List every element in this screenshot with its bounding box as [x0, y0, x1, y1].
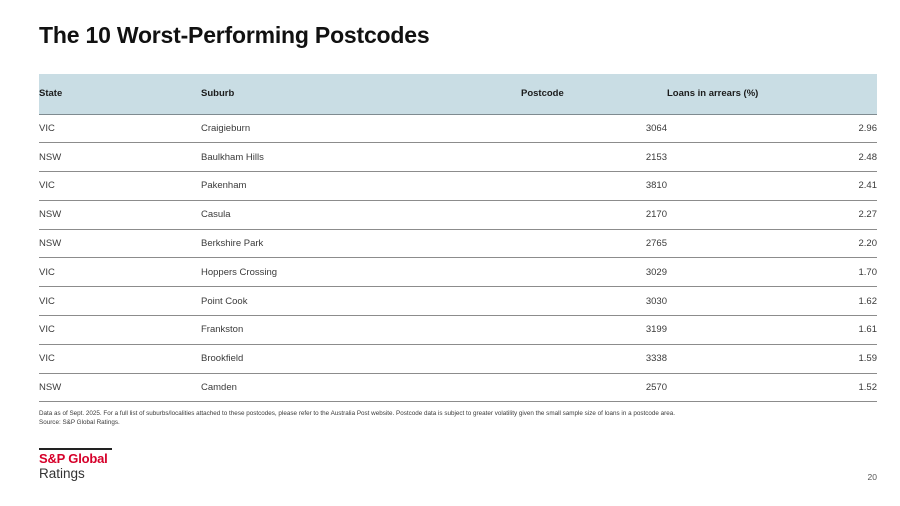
cell-state: NSW	[39, 373, 201, 402]
postcode-table	[39, 74, 877, 402]
cell-postcode: 2153	[521, 143, 667, 172]
footnote	[39, 409, 879, 427]
cell-loans-in-arrears: 2.27	[667, 200, 877, 229]
cell-loans-in-arrears: 1.70	[667, 258, 877, 287]
cell-loans-in-arrears: 1.61	[667, 316, 877, 345]
table-row	[39, 258, 877, 287]
cell-suburb: Pakenham	[201, 172, 521, 201]
cell-state: VIC	[39, 258, 201, 287]
cell-postcode: 3030	[521, 287, 667, 316]
cell-suburb: Frankston	[201, 316, 521, 345]
cell-postcode: 3338	[521, 344, 667, 373]
cell-state: VIC	[39, 316, 201, 345]
cell-state: VIC	[39, 172, 201, 201]
table-row	[39, 200, 877, 229]
cell-suburb: Craigieburn	[201, 114, 521, 143]
cell-loans-in-arrears: 1.52	[667, 373, 877, 402]
cell-postcode: 3029	[521, 258, 667, 287]
cell-state: NSW	[39, 200, 201, 229]
cell-postcode: 2765	[521, 229, 667, 258]
cell-suburb: Brookfield	[201, 344, 521, 373]
cell-loans-in-arrears: 2.41	[667, 172, 877, 201]
cell-suburb: Berkshire Park	[201, 229, 521, 258]
footnote-data-note: Data as of Sept. 2025. For a full list of suburbs/localities attached to these postcodes, please refer to the Australia Post website. Postcode data is subject to greater volatility given the small sample size of loans in a postcode area.	[39, 410, 675, 417]
table-header-row	[39, 74, 877, 114]
sp-global-ratings-logo	[39, 448, 112, 482]
cell-loans-in-arrears: 1.62	[667, 287, 877, 316]
column-header-loans-in-arrears: Loans in arrears (%)	[667, 74, 877, 114]
cell-state: VIC	[39, 344, 201, 373]
column-header-postcode: Postcode	[521, 74, 667, 114]
cell-state: VIC	[39, 287, 201, 316]
logo-line-2: Ratings	[39, 465, 85, 481]
cell-postcode: 2170	[521, 200, 667, 229]
cell-state: VIC	[39, 114, 201, 143]
cell-state: NSW	[39, 143, 201, 172]
logo-rule	[39, 448, 112, 450]
cell-loans-in-arrears: 2.20	[667, 229, 877, 258]
table-row	[39, 229, 877, 258]
cell-loans-in-arrears: 1.59	[667, 344, 877, 373]
cell-postcode: 2570	[521, 373, 667, 402]
table-row	[39, 287, 877, 316]
table-row	[39, 373, 877, 402]
table-row	[39, 344, 877, 373]
cell-suburb: Point Cook	[201, 287, 521, 316]
column-header-state: State	[39, 74, 201, 114]
cell-loans-in-arrears: 2.96	[667, 114, 877, 143]
table-row	[39, 316, 877, 345]
table-row	[39, 114, 877, 143]
cell-loans-in-arrears: 2.48	[667, 143, 877, 172]
cell-postcode: 3810	[521, 172, 667, 201]
cell-state: NSW	[39, 229, 201, 258]
cell-suburb: Baulkham Hills	[201, 143, 521, 172]
cell-postcode: 3064	[521, 114, 667, 143]
cell-suburb: Camden	[201, 373, 521, 402]
cell-suburb: Hoppers Crossing	[201, 258, 521, 287]
table-row	[39, 172, 877, 201]
page-number: 20	[867, 472, 877, 482]
page-title: The 10 Worst-Performing Postcodes	[39, 22, 430, 48]
cell-postcode: 3199	[521, 316, 667, 345]
logo-line-1: S&P Global	[39, 450, 108, 466]
cell-suburb: Casula	[201, 200, 521, 229]
table-row	[39, 143, 877, 172]
column-header-suburb: Suburb	[201, 74, 521, 114]
footnote-source: Source: S&P Global Ratings.	[39, 419, 120, 426]
